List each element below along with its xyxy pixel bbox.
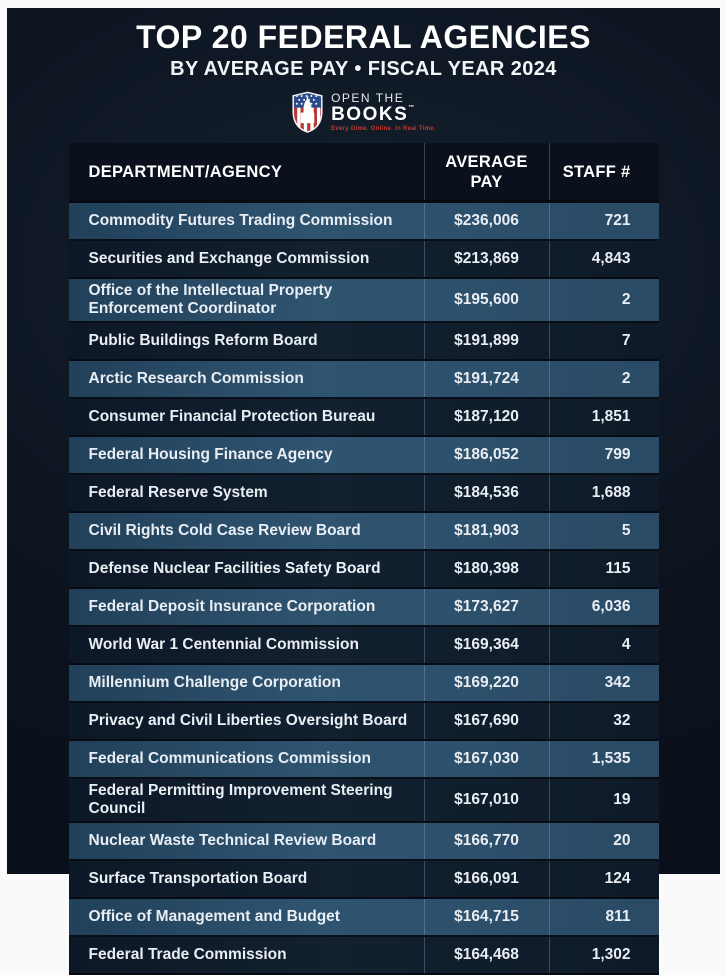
staff-count-cell: 6,036 xyxy=(549,589,659,625)
table-row xyxy=(69,279,659,323)
average-pay-cell: $167,690 xyxy=(424,703,549,739)
staff-count-cell: 7 xyxy=(549,323,659,359)
average-pay-cell: $187,120 xyxy=(424,399,549,435)
table-row xyxy=(69,399,659,437)
agency-name-cell: Arctic Research Commission xyxy=(88,370,304,387)
infographic-card xyxy=(7,8,720,963)
table-row xyxy=(69,361,659,399)
logo-text xyxy=(331,92,436,132)
openthebooks-logo xyxy=(7,90,720,134)
staff-count-cell: 19 xyxy=(549,779,659,821)
agency-name-cell: Federal Permitting Improvement Steering Council xyxy=(88,782,393,817)
staff-count-cell: 2 xyxy=(549,361,659,397)
logo-wordmark: BOOKS xyxy=(331,104,409,125)
agency-name-cell: Federal Housing Finance Agency xyxy=(88,446,333,463)
average-pay-cell: $184,536 xyxy=(424,475,549,511)
average-pay-cell: $213,869 xyxy=(424,241,549,277)
staff-count-cell: 4,843 xyxy=(549,241,659,277)
agency-name-cell: Millennium Challenge Corporation xyxy=(88,674,341,691)
table-row xyxy=(69,899,659,937)
agency-name-cell: Federal Communications Commission xyxy=(88,750,371,767)
agency-name-cell: Federal Deposit Insurance Corporation xyxy=(88,598,376,615)
average-pay-cell: $173,627 xyxy=(424,589,549,625)
agency-name-cell: Civil Rights Cold Case Review Board xyxy=(88,522,361,539)
agencies-table xyxy=(69,143,659,975)
table-row xyxy=(69,513,659,551)
average-pay-cell: $164,715 xyxy=(424,899,549,935)
staff-count-cell: 1,302 xyxy=(549,937,659,973)
table-row xyxy=(69,665,659,703)
average-pay-cell: $181,903 xyxy=(424,513,549,549)
table-row xyxy=(69,741,659,779)
agency-name-cell: Public Buildings Reform Board xyxy=(88,332,318,349)
average-pay-cell: $169,220 xyxy=(424,665,549,701)
staff-count-cell: 2 xyxy=(549,279,659,321)
agency-name-cell: Surface Transportation Board xyxy=(88,870,308,887)
average-pay-cell: $166,091 xyxy=(424,861,549,897)
staff-count-cell: 115 xyxy=(549,551,659,587)
average-pay-cell: $167,030 xyxy=(424,741,549,777)
table-body xyxy=(69,203,659,975)
average-pay-cell: $164,468 xyxy=(424,937,549,973)
staff-count-cell: 342 xyxy=(549,665,659,701)
table-row xyxy=(69,779,659,823)
agency-name-cell: Privacy and Civil Liberties Oversight Board xyxy=(88,712,408,729)
table-row xyxy=(69,627,659,665)
header xyxy=(7,8,720,134)
page-title: TOP 20 FEDERAL AGENCIES xyxy=(136,19,591,55)
staff-count-cell: 799 xyxy=(549,437,659,473)
average-pay-cell: $166,770 xyxy=(424,823,549,859)
agency-name-cell: Office of the Intellectual Property Enforcement Coordinator xyxy=(88,282,333,317)
average-pay-cell: $191,899 xyxy=(424,323,549,359)
column-header-staff: STAFF # xyxy=(549,143,659,200)
column-header-average-pay: AVERAGE PAY xyxy=(424,143,549,200)
average-pay-cell: $186,052 xyxy=(424,437,549,473)
staff-count-cell: 124 xyxy=(549,861,659,897)
table-row xyxy=(69,203,659,241)
staff-count-cell: 1,688 xyxy=(549,475,659,511)
staff-count-cell: 4 xyxy=(549,627,659,663)
table-row xyxy=(69,703,659,741)
average-pay-cell: $180,398 xyxy=(424,551,549,587)
average-pay-cell: $191,724 xyxy=(424,361,549,397)
staff-count-cell: 5 xyxy=(549,513,659,549)
average-pay-cell: $167,010 xyxy=(424,779,549,821)
openthebooks-shield-icon xyxy=(291,91,324,133)
staff-count-cell: 1,535 xyxy=(549,741,659,777)
column-header-agency: DEPARTMENT/AGENCY xyxy=(88,162,283,181)
agency-name-cell: World War 1 Centennial Commission xyxy=(88,636,359,653)
table-row xyxy=(69,861,659,899)
average-pay-cell: $169,364 xyxy=(424,627,549,663)
table-row xyxy=(69,437,659,475)
table-row xyxy=(69,241,659,279)
table-row xyxy=(69,475,659,513)
agency-name-cell: Nuclear Waste Technical Review Board xyxy=(88,832,377,849)
table-header-row xyxy=(69,143,659,203)
average-pay-cell: $236,006 xyxy=(424,203,549,239)
table-row xyxy=(69,937,659,975)
logo-tagline: Every Dime. Online. In Real Time. xyxy=(331,126,436,132)
logo-line1: OPEN THE xyxy=(331,91,405,105)
page-subtitle: BY AVERAGE PAY • FISCAL YEAR 2024 xyxy=(170,58,557,80)
agency-name-cell: Defense Nuclear Facilities Safety Board xyxy=(88,560,381,577)
staff-count-cell: 811 xyxy=(549,899,659,935)
staff-count-cell: 20 xyxy=(549,823,659,859)
average-pay-cell: $195,600 xyxy=(424,279,549,321)
table-row xyxy=(69,823,659,861)
agency-name-cell: Federal Reserve System xyxy=(88,484,268,501)
agency-name-cell: Consumer Financial Protection Bureau xyxy=(88,408,376,425)
staff-count-cell: 721 xyxy=(549,203,659,239)
staff-count-cell: 32 xyxy=(549,703,659,739)
table-row xyxy=(69,589,659,627)
table-row xyxy=(69,323,659,361)
agency-name-cell: Securities and Exchange Commission xyxy=(88,250,370,267)
agency-name-cell: Commodity Futures Trading Commission xyxy=(88,212,393,229)
trademark-symbol: ™ xyxy=(408,105,415,111)
staff-count-cell: 1,851 xyxy=(549,399,659,435)
agency-name-cell: Federal Trade Commission xyxy=(88,946,287,963)
agency-name-cell: Office of Management and Budget xyxy=(88,908,340,925)
logo-line2 xyxy=(331,105,436,124)
table-row xyxy=(69,551,659,589)
